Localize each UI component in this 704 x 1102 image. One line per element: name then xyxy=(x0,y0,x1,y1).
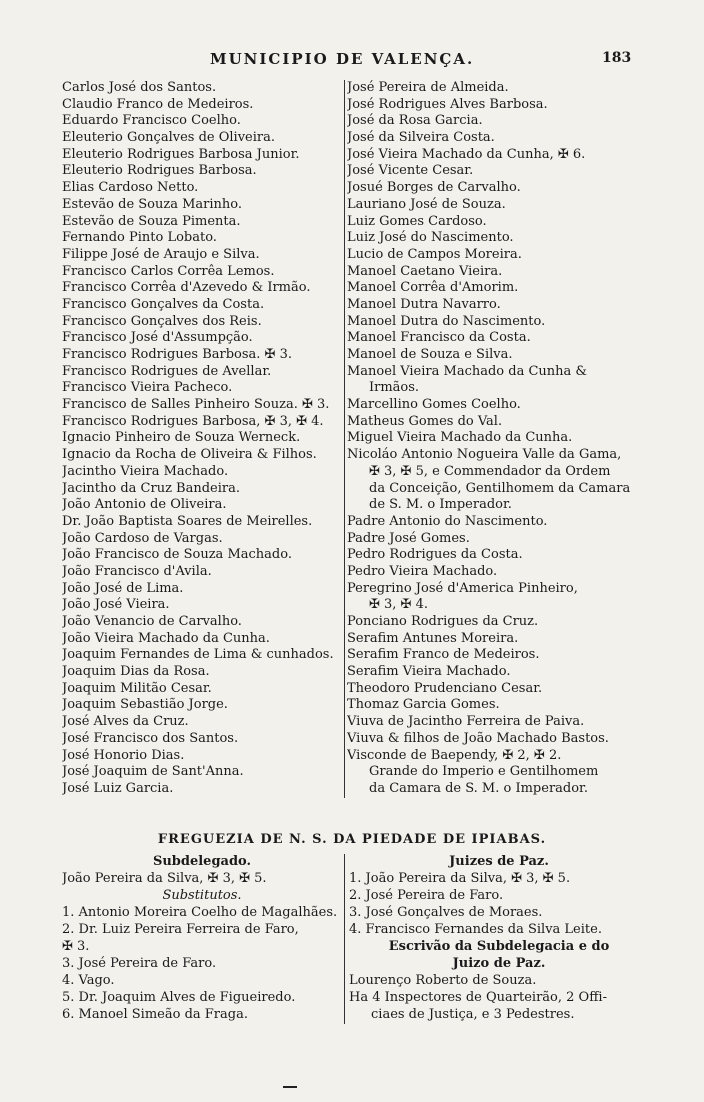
name-entry: ✠ 3, ✠ 5, e Commendador da Ordem xyxy=(369,463,611,479)
name-entry: Ignacio Pinheiro de Souza Werneck. xyxy=(62,430,301,446)
substituto-entry: 3. José Pereira de Faro. xyxy=(62,956,217,971)
name-entry: João Francisco d'Avila. xyxy=(62,563,212,579)
name-entry: Luiz José do Nascimento. xyxy=(347,230,514,246)
name-entry: Padre José Gomes. xyxy=(347,530,470,546)
name-entry: Joaquim Dias da Rosa. xyxy=(62,664,210,680)
juiz-entry: 2. José Pereira de Faro. xyxy=(349,888,504,903)
name-entry: João José de Lima. xyxy=(62,580,184,596)
name-entry: Joaquim Militão Cesar. xyxy=(62,680,212,696)
name-entry: Marcellino Gomes Coelho. xyxy=(347,397,521,413)
name-entry: Francisco Corrêa d'Azevedo & Irmão. xyxy=(62,280,311,296)
name-entry: João Francisco de Souza Machado. xyxy=(62,547,292,563)
juiz-entry: 3. José Gonçalves de Moraes. xyxy=(349,905,543,920)
name-entry: João Cardoso de Vargas. xyxy=(62,530,223,546)
name-entry: Matheus Gomes do Val. xyxy=(347,413,503,429)
name-entry: Manoel Corrêa d'Amorim. xyxy=(347,280,519,296)
name-entry: José Rodrigues Alves Barbosa. xyxy=(347,96,548,112)
name-entry: Carlos José dos Santos. xyxy=(62,80,217,95)
subdelegado-block xyxy=(62,854,342,1024)
name-entry: da Camara de S. M. o Imperador. xyxy=(369,780,588,796)
juizes-block xyxy=(344,854,649,1024)
name-entry: Jacintho da Cruz Bandeira. xyxy=(62,480,240,496)
name-entry: Visconde de Baependy, ✠ 2, ✠ 2. xyxy=(347,747,562,763)
escrivao-name: Lourenço Roberto de Souza. xyxy=(349,973,537,988)
substitutos-title: Substitutos. xyxy=(162,888,242,903)
substituto-entry: 4. Vago. xyxy=(62,973,115,988)
name-entry: Manoel Caetano Vieira. xyxy=(347,263,503,279)
name-entry: Manoel Dutra do Nascimento. xyxy=(347,313,546,329)
escrivao-title-2: Juizo de Paz. xyxy=(452,956,546,971)
name-entry: Estevão de Souza Marinho. xyxy=(62,196,243,212)
name-entry: Francisco Vieira Pacheco. xyxy=(62,380,233,396)
name-entry: Luiz Gomes Cardoso. xyxy=(347,213,487,229)
escrivao-title: Escrivão da Subdelegacia e do xyxy=(388,939,610,954)
name-entry: Serafim Vieira Machado. xyxy=(347,664,511,680)
name-entry: Joaquim Sebastião Jorge. xyxy=(62,697,228,713)
name-entry: Viuva de Jacintho Ferreira de Paiva. xyxy=(347,714,585,730)
subdelegado-name: João Pereira da Silva, ✠ 3, ✠ 5. xyxy=(62,871,267,886)
name-entry: João José Vieira. xyxy=(62,597,170,613)
name-entry: Manoel Dutra Navarro. xyxy=(347,296,501,312)
name-entry: Francisco Rodrigues Barbosa. ✠ 3. xyxy=(62,347,292,362)
name-entry: José Honorio Dias. xyxy=(62,747,185,763)
name-entry: Jacintho Vieira Machado. xyxy=(62,463,229,479)
name-entry: Theodoro Prudenciano Cesar. xyxy=(347,680,543,696)
name-entry: Francisco de Salles Pinheiro Souza. ✠ 3. xyxy=(62,397,330,413)
name-entry: Claudio Franco de Medeiros. xyxy=(62,96,254,112)
name-entry: José Pereira de Almeida. xyxy=(347,80,509,95)
substitutos-list xyxy=(62,905,342,1024)
name-entry: Francisco José d'Assumpção. xyxy=(62,330,253,346)
name-entry: Elias Cardoso Netto. xyxy=(62,180,199,196)
name-entry: Eduardo Francisco Coelho. xyxy=(62,113,241,129)
name-entry: Manoel Francisco da Costa. xyxy=(347,330,531,346)
name-entry: Estevão de Souza Pimenta. xyxy=(62,213,241,229)
name-entry: Grande do Imperio e Gentilhomem xyxy=(369,764,599,780)
name-entry: Filippe José de Araujo e Silva. xyxy=(62,246,260,262)
name-entry: Josué Borges de Carvalho. xyxy=(347,180,521,196)
substituto-entry: 6. Manoel Simeão da Fraga. xyxy=(62,1007,248,1022)
page-header xyxy=(0,50,704,72)
right-name-column xyxy=(344,80,643,798)
name-entry: João Antonio de Oliveira. xyxy=(62,497,227,513)
name-entry: José Joaquim de Sant'Anna. xyxy=(62,764,244,780)
name-entry: Lauriano José de Souza. xyxy=(347,196,506,212)
name-entry: Eleuterio Gonçalves de Oliveira. xyxy=(62,130,275,146)
name-entry: Padre Antonio do Nascimento. xyxy=(347,513,548,529)
name-entry: José Alves da Cruz. xyxy=(62,714,189,730)
substituto-entry: 2. Dr. Luiz Pereira Ferreira de Faro, xyxy=(62,922,299,937)
inspectores-line-2: ciaes de Justiça, e 3 Pedestres. xyxy=(371,1007,575,1022)
name-entry: de S. M. o Imperador. xyxy=(369,497,512,513)
name-entry: Francisco Rodrigues Barbosa, ✠ 3, ✠ 4. xyxy=(62,413,324,429)
subdelegado-title: Subdelegado. xyxy=(152,854,252,869)
juizes-title: Juizes de Paz. xyxy=(449,854,549,869)
name-entry: Pedro Rodrigues da Costa. xyxy=(347,547,523,563)
name-entry: Viuva & filhos de João Machado Bastos. xyxy=(347,730,609,746)
name-entry: Ponciano Rodrigues da Cruz. xyxy=(347,614,539,629)
juiz-entry: 4. Francisco Fernandes da Silva Leite. xyxy=(349,922,602,937)
name-entry: Nicoláo Antonio Nogueira Valle da Gama, xyxy=(347,447,622,463)
juizes-list xyxy=(349,871,649,939)
left-name-column xyxy=(62,80,338,798)
name-entry: ✠ 3, ✠ 4. xyxy=(369,597,428,613)
name-entry: João Venancio de Carvalho. xyxy=(62,614,242,629)
substituto-entry: ✠ 3. xyxy=(62,939,90,954)
name-entry: José da Rosa Garcia. xyxy=(347,113,483,129)
name-entry: João Vieira Machado da Cunha. xyxy=(62,630,270,646)
name-entry: Francisco Gonçalves da Costa. xyxy=(62,296,265,312)
name-entry: Francisco Rodrigues de Avellar. xyxy=(62,363,272,379)
name-entry: Lucio de Campos Moreira. xyxy=(347,246,522,262)
substituto-entry: 5. Dr. Joaquim Alves de Figueiredo. xyxy=(62,990,296,1005)
name-entry: Francisco Gonçalves dos Reis. xyxy=(62,313,262,329)
substituto-entry: 1. Antonio Moreira Coelho de Magalhães. xyxy=(62,905,338,920)
name-entry: José da Silveira Costa. xyxy=(347,130,495,146)
name-entry: Pedro Vieira Machado. xyxy=(347,563,498,579)
page-number: 183 xyxy=(602,50,632,66)
name-entry: da Conceição, Gentilhomem da Camara xyxy=(369,480,631,496)
inspectores-line: Ha 4 Inspectores de Quarteirão, 2 Offi- xyxy=(349,990,607,1005)
name-entry: José Luiz Garcia. xyxy=(62,780,174,796)
name-entry: Dr. João Baptista Soares de Meirelles. xyxy=(62,513,313,529)
juiz-entry: 1. João Pereira da Silva, ✠ 3, ✠ 5. xyxy=(349,871,571,886)
name-entry: Manoel de Souza e Silva. xyxy=(347,347,513,362)
name-entry: Serafim Franco de Medeiros. xyxy=(347,647,540,663)
name-entry: Ignacio da Rocha de Oliveira & Filhos. xyxy=(62,447,317,463)
name-entry: Francisco Carlos Corrêa Lemos. xyxy=(62,263,275,279)
name-entry: Irmãos. xyxy=(369,380,420,396)
name-entry: Thomaz Garcia Gomes. xyxy=(347,697,500,713)
name-entry: Fernando Pinto Lobato. xyxy=(62,230,217,246)
name-entry: Eleuterio Rodrigues Barbosa. xyxy=(62,163,257,179)
name-entry: Peregrino José d'America Pinheiro, xyxy=(347,580,578,596)
printer-mark xyxy=(283,1086,297,1088)
name-entry: José Vicente Cesar. xyxy=(347,163,474,179)
name-entry: Miguel Vieira Machado da Cunha. xyxy=(347,430,573,446)
section-heading: FREGUEZIA DE N. S. DA PIEDADE DE IPIABAS. xyxy=(157,832,547,847)
name-entry: Eleuterio Rodrigues Barbosa Junior. xyxy=(62,146,300,162)
page-title: MUNICIPIO DE VALENÇA. xyxy=(210,50,475,68)
name-entry: Manoel Vieira Machado da Cunha & xyxy=(347,363,587,379)
name-entry: Serafim Antunes Moreira. xyxy=(347,630,519,646)
name-entry: José Vieira Machado da Cunha, ✠ 6. xyxy=(347,146,586,162)
name-entry: Joaquim Fernandes de Lima & cunhados. xyxy=(62,647,334,663)
name-entry: José Francisco dos Santos. xyxy=(62,730,239,746)
